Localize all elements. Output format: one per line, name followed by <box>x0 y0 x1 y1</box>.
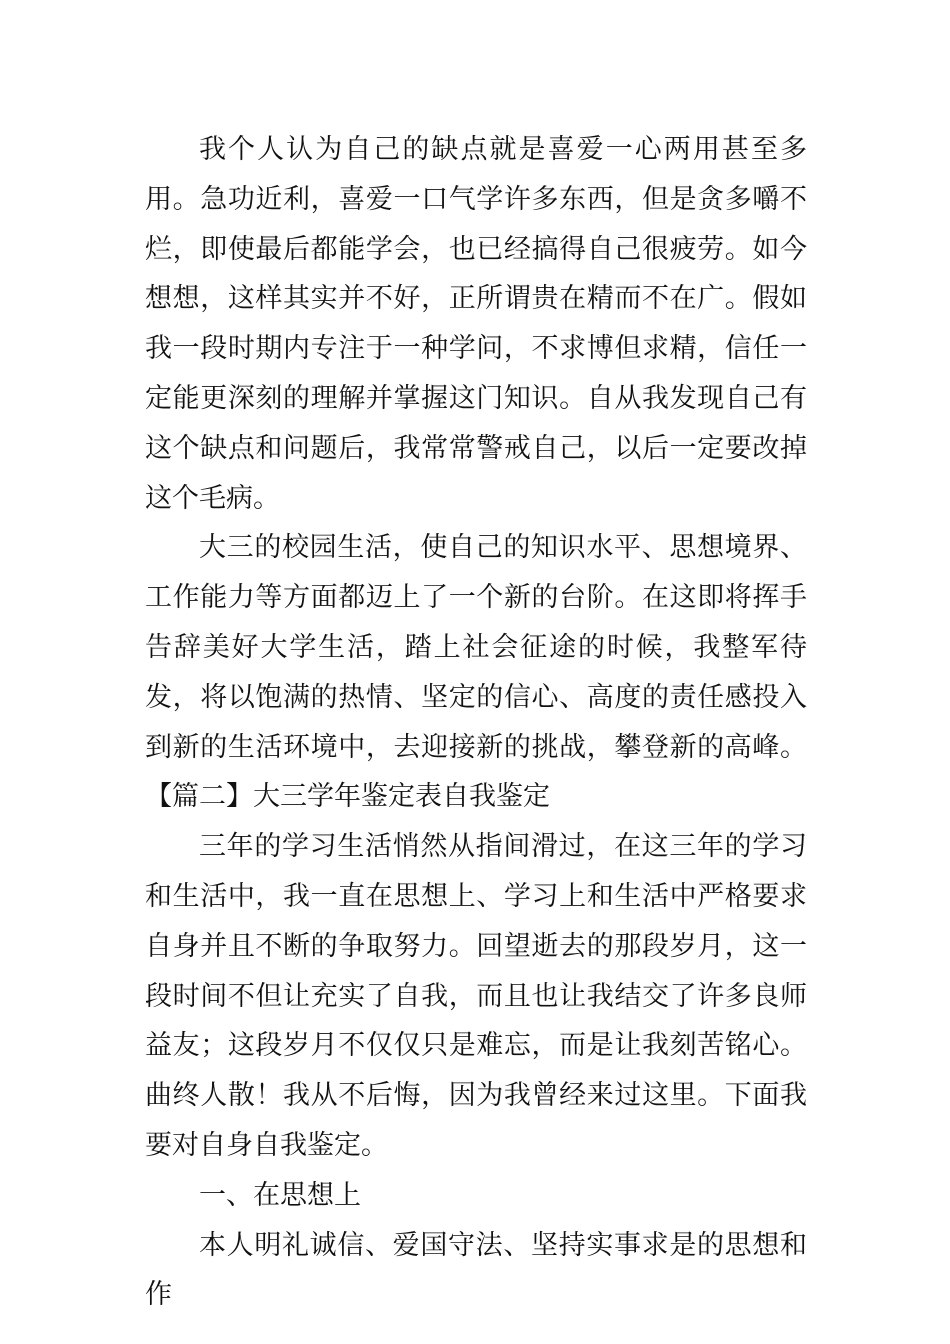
paragraph-junior-year-life: 大三的校园生活，使自己的知识水平、思想境界、工作能力等方面都迈上了一个新的台阶。在这即将挥手告辞美好大学生活，踏上社会征途的时候，我整军待发，将以饱满的热情、坚定的信心、高度的责任感投入到新的生活环境中，去迎接新的挑战，攀登新的高峰。【篇二】大三学年鉴定表自我鉴定 <box>145 532 807 813</box>
section-heading-ideology: 一、在思想上 <box>199 1179 361 1211</box>
paragraph-shortcomings: 我个人认为自己的缺点就是喜爱一心两用甚至多用。急功近利，喜爱一口气学许多东西，但是贪多嚼不烂，即使最后都能学会，也已经搞得自己很疲劳。如今想想，这样其实并不好，正所谓贵在精而不在广。假如我一段时期内专注于一种学问，不求博但求精，信任一定能更深刻的理解并掌握这门知识。自从我发现自己有这个缺点和问题后，我常常警戒自己，以后一定要改掉这个毛病。 <box>145 134 807 514</box>
paragraph-ideology: 本人明礼诚信、爱国守法、坚持实事求是的思想和作 <box>145 1229 807 1311</box>
document-body <box>145 125 807 1320</box>
paragraph-three-years: 三年的学习生活悄然从指间滑过，在这三年的学习和生活中，我一直在思想上、学习上和生活中严格要求自身并且不断的争取努力。回望逝去的那段岁月，这一段时间不但让充实了自我，而且也让我结交了许多良师益友；这段岁月不仅仅只是难忘，而是让我刻苦铭心。曲终人散！我从不后悔，因为我曾经来过这里。下面我要对自身自我鉴定。 <box>145 831 807 1161</box>
